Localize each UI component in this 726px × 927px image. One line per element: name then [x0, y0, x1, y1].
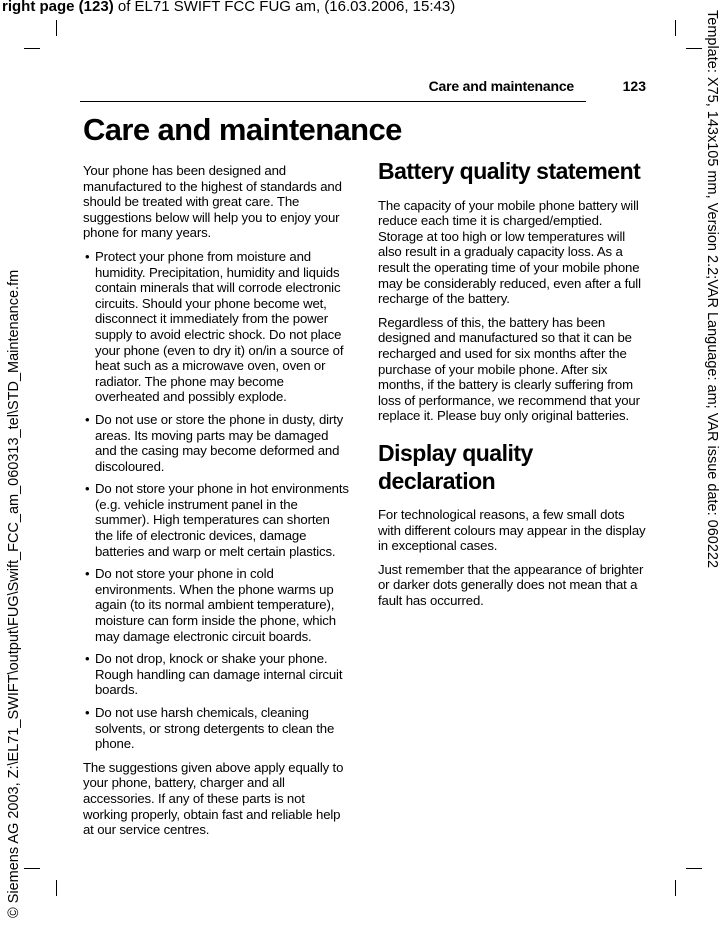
closing-paragraph: The suggestions given above apply equally to your phone, battery, charger and all accessories. If any of these parts is not working properly, obtain fast and reliable help at our service centres.: [83, 759, 344, 838]
care-suggestions-list: [83, 249, 351, 752]
bullet-icon: •: [85, 248, 90, 264]
print-slug: [2, 0, 455, 15]
battery-paragraph-2: Regardless of this, the battery has been designed and manufactured so that it can be recharged and used for six months after the purchase of your mobile phone. After six months, if the battery is clearly suffering from loss of performance, we recommend that your replace it. Please buy only original batteries.: [378, 314, 640, 424]
list-item: [83, 705, 351, 752]
bullet-icon: •: [85, 651, 90, 667]
list-item: [83, 566, 351, 644]
bullet-icon: •: [85, 705, 90, 720]
display-paragraph-2: Just remember that the appearance of brighter or darker dots generally does not mean that a fault has occurred.: [378, 561, 644, 609]
crop-mark: [686, 868, 702, 869]
display-heading: Display quality declaration: [378, 439, 533, 494]
list-item-text: Protect your phone from moisture and humidity. Precipitation, humidity and liquids contain minerals that will corrode electronic circuits. Should your phone become wet, disconnect it immediately from the power supply to avoid electric shock. Do not place your phone (even to dry it) on/in a source of heat such as a microwave oven, oven or radiator. The phone may become overheated and possibly explode.: [95, 248, 344, 405]
slug-bold-label: right page (123): [2, 0, 114, 15]
list-item: [83, 412, 351, 474]
slug-rest-label: of EL71 SWIFT FCC FUG am, (16.03.2006, 15:43): [113, 0, 456, 15]
page-title: Care and maintenance: [83, 112, 402, 147]
right-column: [378, 158, 646, 617]
list-item-text: Do not drop, knock or shake your phone. Rough handling can damage internal circuit boards.: [95, 651, 343, 698]
bullet-icon: •: [85, 411, 90, 427]
bullet-icon: •: [85, 566, 90, 582]
crop-mark: [675, 20, 676, 36]
running-head-title: Care and maintenance: [428, 78, 574, 94]
list-item-text: Do not store your phone in hot environments (e.g. vehicle instrument panel in the summer). High temperatures can shorten the life of electronic devices, damage batteries and warp or melt certain plastics.: [95, 481, 349, 559]
left-column: [83, 163, 351, 846]
header-rule: [80, 101, 586, 102]
bullet-icon: •: [85, 481, 90, 497]
intro-paragraph: Your phone has been designed and manufactured to the highest of standards and should be treated with great care. The suggestions below will help you to enjoy your phone for many years.: [83, 163, 342, 241]
battery-heading: Battery quality statement: [378, 158, 641, 184]
list-item: [83, 249, 351, 405]
crop-mark: [686, 48, 702, 49]
list-item-text: Do not use or store the phone in dusty, dirty areas. Its moving parts may be damaged and the casing may become deformed and discoloured.: [95, 411, 344, 474]
battery-paragraph-1: The capacity of your mobile phone battery will reduce each time it is charged/emptied. Storage at too high or low temperatures will also result in a gradualy capacity loss. As a result the operating time of your mobile phone may be considerably reduced, even after a full recharge of the battery.: [378, 197, 641, 307]
crop-mark: [24, 868, 40, 869]
side-file-path: © Siemens AG 2003, Z:\EL71_SWIFT\output\FUG\Swift_FCC_am_060313_tel\STD_Maintenance.fm: [6, 269, 22, 918]
list-item: [83, 481, 351, 559]
list-item-text: Do not store your phone in cold environments. When the phone warms up again (to its normal ambient temperature), moisture can form inside the phone, which may damage electronic circuit boards.: [95, 566, 336, 644]
crop-mark: [56, 20, 57, 36]
crop-mark: [56, 880, 57, 896]
crop-mark: [24, 48, 40, 49]
side-template-info: Template: X75, 143x105 mm, Version 2.2;VAR Language: am; VAR issue date: 060222: [704, 10, 720, 569]
list-item: [83, 651, 351, 698]
display-paragraph-1: For technological reasons, a few small dots with different colours may appear in the display in exceptional cases.: [378, 507, 646, 554]
page-number: 123: [622, 78, 646, 94]
crop-mark: [675, 880, 676, 896]
list-item-text: Do not use harsh chemicals, cleaning solvents, or strong detergents to clean the phone.: [95, 705, 335, 752]
running-header: [80, 78, 646, 102]
